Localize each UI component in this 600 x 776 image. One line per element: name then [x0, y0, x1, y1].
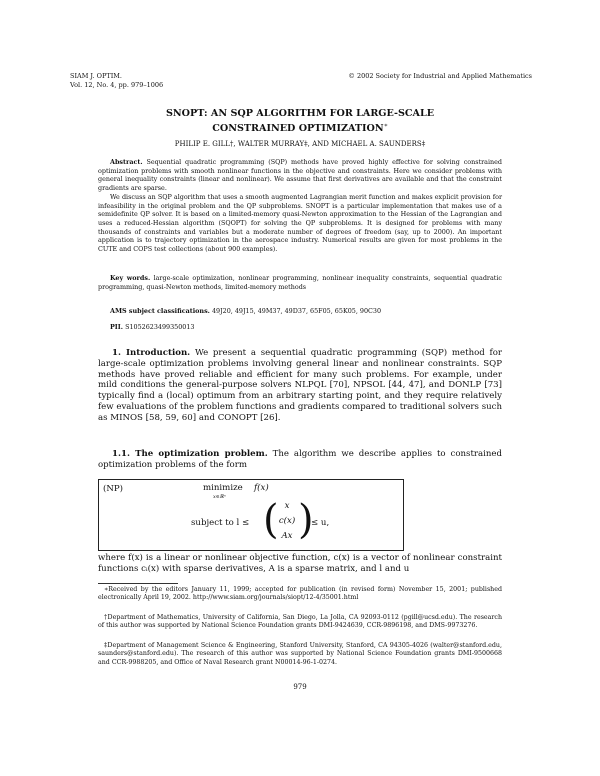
introduction-section [98, 348, 502, 424]
ams-label: AMS subject classifications. [110, 307, 210, 315]
footnote-gill: †Department of Mathematics, University of California, San Diego, La Jolla, CA 92093-0112 (pgill@ucsd.edu). The research of this author was supported by National Science Foundation grants DMI-9424639, CCR-9896198, and DMS-9973276. [98, 614, 502, 630]
journal-name: SIAM J. OPTIM. [70, 72, 122, 80]
upper-bound: ≤ u, [311, 518, 330, 528]
vector-entry: x [284, 501, 290, 511]
right-paren: ) [298, 497, 314, 543]
title-line-2: CONSTRAINED OPTIMIZATION [212, 123, 384, 135]
vector-entry: c(x) [278, 516, 296, 526]
problem-np-box [98, 479, 404, 551]
left-paren: ( [263, 497, 279, 543]
problem-label: (NP) [103, 484, 124, 494]
keywords [98, 274, 502, 291]
abstract-paragraph-1: Sequential quadratic programming (SQP) methods have proved highly effective for solving constrained optimization problems with smooth nonlinear functions in the objective and constraints. Here we consider problems with general inequality constraints (linear and nonlinear). We assume that first derivatives are available and that the constraint gradients are sparse. [98, 158, 502, 193]
introduction-heading: 1. Introduction. [112, 348, 191, 358]
keywords-text: large-scale optimization, nonlinear programming, nonlinear inequality constraints, sequential quadratic programming, quasi-Newton methods, limited-memory methods [98, 274, 502, 291]
pii-label: PII. [110, 323, 124, 331]
ams-classifications [98, 307, 502, 316]
objective-function: f(x) [254, 483, 269, 493]
minimize-word: minimize [203, 483, 243, 493]
optimization-problem-section [98, 449, 502, 471]
vector-entry: Ax [281, 531, 293, 541]
volume-info: Vol. 12, No. 4, pp. 979–1006 [70, 81, 164, 89]
paper-title [0, 108, 600, 135]
running-header-left [70, 72, 163, 90]
pii [98, 323, 502, 332]
footnote-murray-saunders: ‡Department of Management Science & Engineering, Stanford University, Stanford, CA 94305-4026 (walter@stanford.edu, saunders@stanford.edu). The research of this author was supported by National Science Foundation grants DMI-9500668 and CCR-9988205, and Office of Naval Research grant N00014-96-1-0274. [98, 642, 502, 666]
subsection-heading: 1.1. The optimization problem. [112, 449, 268, 459]
copyright-notice: © 2002 Society for Industrial and Applied Mathematics [348, 72, 532, 80]
author-list: PHILIP E. GILL†, WALTER MURRAY‡, AND MICHAEL A. SAUNDERS‡ [174, 140, 426, 148]
subsection-text: The algorithm we describe applies to constrained optimization problems of the form [98, 449, 503, 470]
keywords-label: Key words. [110, 274, 151, 282]
pii-text: S1052623499350013 [125, 323, 195, 331]
title-footnote-mark: ∗ [383, 122, 388, 129]
minimize-domain: x∈ℝⁿ [213, 494, 226, 500]
constraint-vector [274, 499, 300, 544]
title-line-1: SNOPT: AN SQP ALGORITHM FOR LARGE-SCALE [165, 108, 435, 119]
where-paragraph: where f(x) is a linear or nonlinear objective function, c(x) is a vector of nonlinear constraint functions cᵢ(x) with sparse derivatives, A is a sparse matrix, and l and u [98, 553, 502, 574]
footnote-rule [98, 583, 178, 584]
page-number: 979 [293, 683, 307, 691]
ams-text: 49J20, 49J15, 49M37, 49D37, 65F05, 65K05, 90C30 [211, 307, 382, 315]
footnote-received: ∗Received by the editors January 11, 1999; accepted for publication (in revised form) November 15, 2001; published electronically April 19, 2002. http://www.siam.org/journals/siopt/12-4/35001.html [98, 586, 502, 602]
subject-to-lower: subject to l ≤ [191, 518, 250, 528]
introduction-text: We present a sequential quadratic programming (SQP) method for large-scale optimization problems involving general linear and nonlinear constraints. SQP methods have proved reliable and efficient for many such problems. For example, under mild conditions the general-purpose solvers NLPQL [70], NPSOL [44, 47], and DONLP [73] typically find a (local) optimum from an arbitrary starting point, and they require relatively few evaluations of the problem functions and gradients compared to traditional solvers such as MINOS [58, 59, 60] and CONOPT [26]. [98, 348, 503, 423]
abstract [98, 158, 502, 254]
abstract-label: Abstract. [110, 158, 143, 166]
abstract-paragraph-2: We discuss an SQP algorithm that uses a smooth augmented Lagrangian merit function and makes explicit provision for infeasibility in the original problem and the QP subproblems. SNOPT is a particular implementation that makes use of a semidefinite QP solver. It is based on a limited-memory quasi-Newton approximation to the Hessian of the Lagrangian and uses a reduced-Hessian algorithm (SQOPT) for solving the QP subproblems. It is designed for problems with many thousands of constraints and variables but a moderate number of degrees of freedom (say, up to 2000). An important application is to trajectory optimization in the aerospace industry. Numerical results are given for most problems in the CUTE and COPS test collections (about 900 examples). [98, 192, 502, 254]
